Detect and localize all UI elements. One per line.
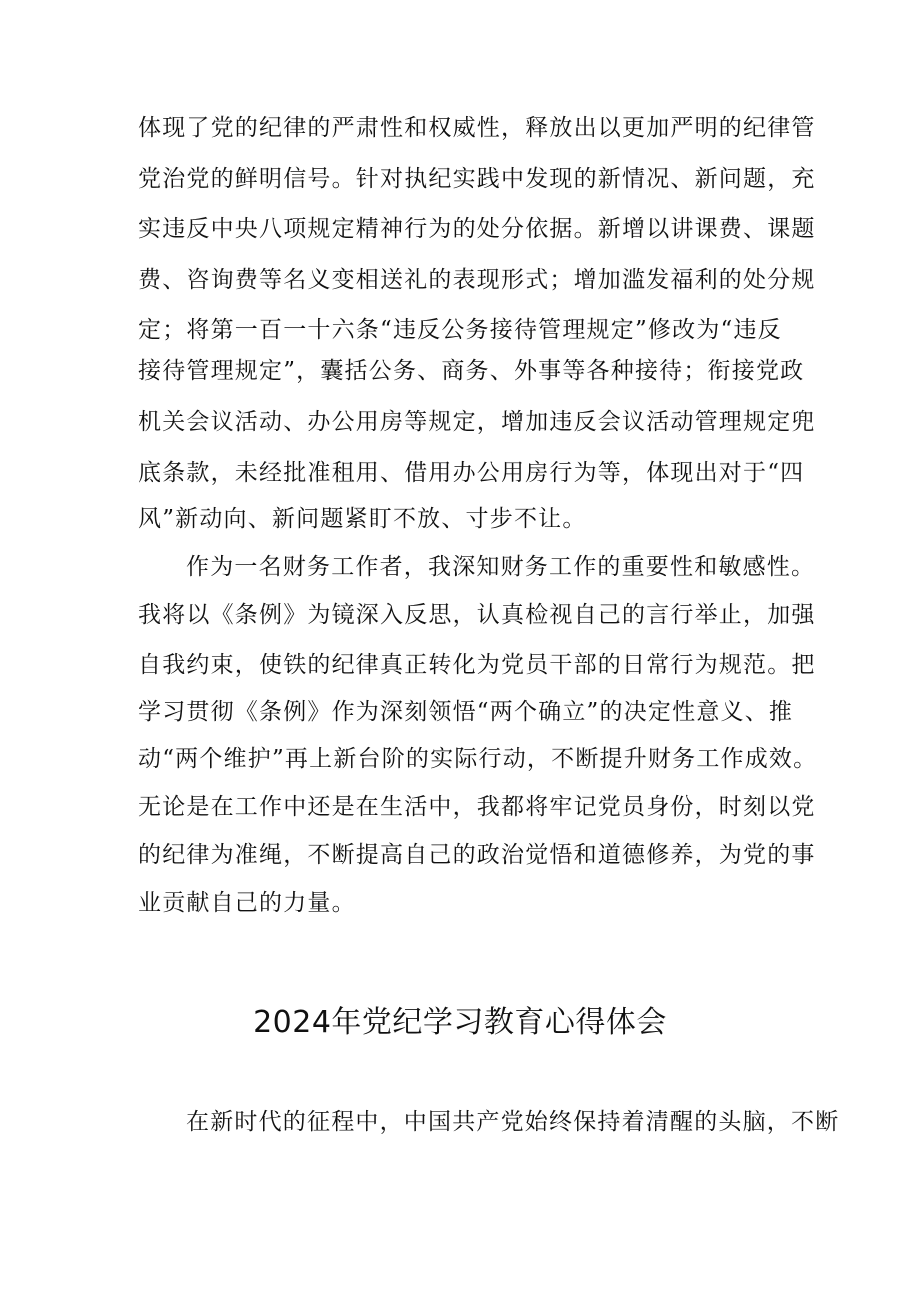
text-line: 实违反中央八项规定精神行为的处分依据。新增以讲课费、课题: [138, 216, 816, 242]
text-line: 定；将第一百一十六条“违反公务接待管理规定”修改为“违反: [138, 317, 782, 343]
text-line: 业贡献自己的力量。: [138, 890, 356, 916]
text-line: 我将以《条例》为镜深入反思，认真检视自己的言行举止，加强: [138, 602, 816, 628]
section-title: 2024年党纪学习教育心得体会: [253, 1005, 667, 1040]
text-line: 机关会议活动、办公用房等规定，增加违反会议活动管理规定兜: [138, 409, 816, 435]
text-line: 学习贯彻《条例》作为深刻领悟“两个确立”的决定性意义、推: [138, 699, 794, 725]
text-line: 在新时代的征程中，中国共产党始终保持着清醒的头脑，不断: [186, 1109, 840, 1135]
text-line: 党治党的鲜明信号。针对执纪实践中发现的新情况、新问题，充: [138, 166, 816, 192]
text-line: 体现了党的纪律的严肃性和权威性，释放出以更加严明的纪律管: [138, 115, 816, 141]
text-line: 动“两个维护”再上新台阶的实际行动，不断提升财务工作成效。: [138, 746, 818, 772]
text-line: 自我约束，使铁的纪律真正转化为党员干部的日常行为规范。把: [138, 652, 816, 678]
text-line: 费、咨询费等名义变相送礼的表现形式；增加滥发福利的处分规: [138, 267, 816, 293]
text-line: 接待管理规定”，囊括公务、商务、外事等各种接待；衔接党政: [138, 358, 805, 384]
text-line: 风”新动向、新问题紧盯不放、寸步不让。: [138, 506, 587, 532]
text-line: 的纪律为准绳，不断提高自己的政治觉悟和道德修养，为党的事: [138, 842, 816, 868]
text-line: 作为一名财务工作者，我深知财务工作的重要性和敏感性。: [186, 554, 816, 580]
text-line: 底条款，未经批准租用、借用办公用房行为等，体现出对于“四: [138, 460, 805, 486]
text-line: 无论是在工作中还是在生活中，我都将牢记党员身份，时刻以党: [138, 794, 816, 820]
